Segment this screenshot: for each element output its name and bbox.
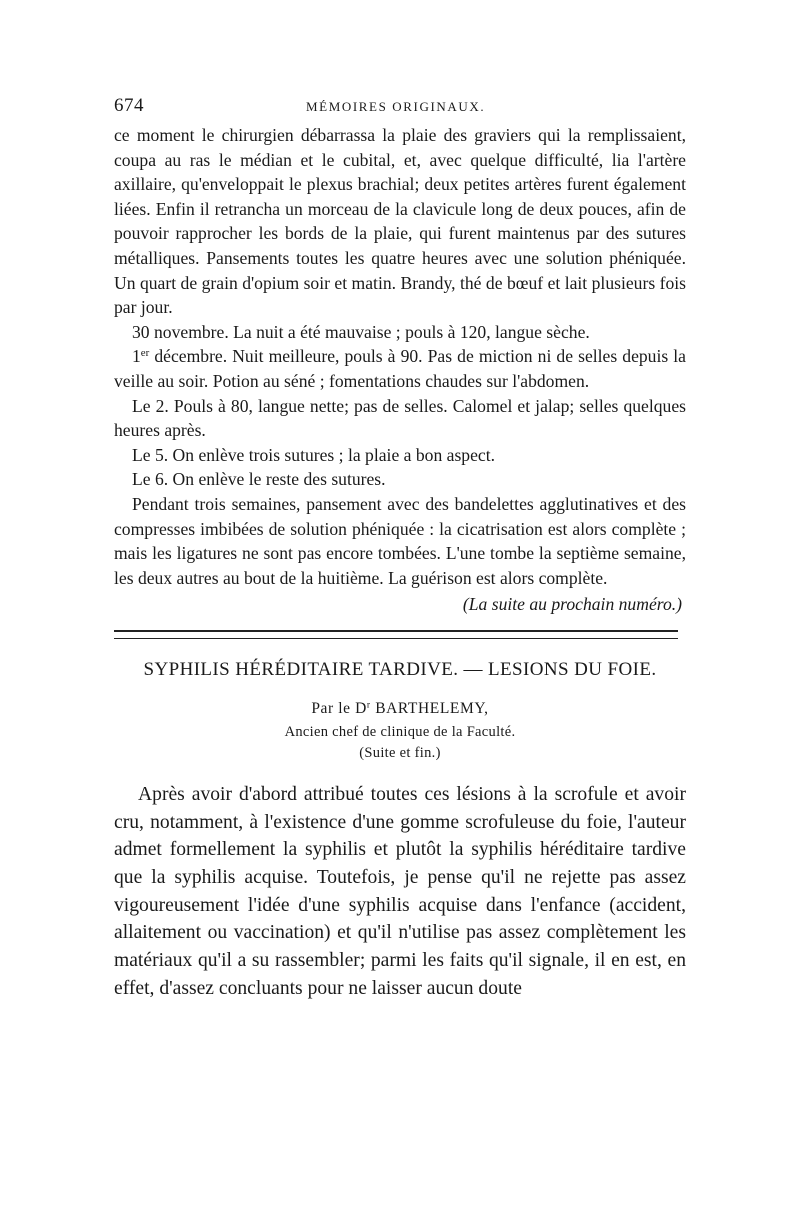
author-name: BARTHELEMY,: [370, 699, 489, 717]
continuation-note: (La suite au prochain numéro.): [462, 594, 682, 615]
byline-sup: r: [366, 699, 371, 711]
suite-note: (Suite et fin.): [359, 744, 441, 761]
page-number: 674: [114, 95, 144, 116]
previous-article-text: [114, 123, 686, 590]
article-title: SYPHILIS HÉRÉDITAIRE TARDIVE. — LESIONS DU FOIE.: [143, 658, 657, 680]
paragraph: Le 5. On enlève trois sutures ; la plaie a bon aspect.: [132, 444, 495, 465]
paragraph: Pendant trois semaines, pansement avec des bandelettes agglutinatives et des compresses imbibées de solution phéniquée : la cicatrisation est alors complète ; mais les ligatures ne sont pas encore tombées. L'une tombe la septième semaine, les deux autres au bout de la huitième. La guérison est alors complète.: [114, 493, 686, 588]
paragraph: ce moment le chirurgien débarrassa la plaie des graviers qui la remplissaient, coupa au ras le médian et le cubital, et, avec quelque difficulté, lia l'artère axillaire, qu'enveloppait le plexus brachial; deux petites artères furent également liées. Enfin il retrancha un morceau de la clavicule long de deux pouces, afin de pouvoir rapprocher les bords de la plaie, qui furent maintenus par des sutures métalliques. Pansements toutes les quatre heures avec une solution phéniquée. Un quart de grain d'opium soir et matin. Brandy, thé de bœuf et lait plusieurs fois par jour.: [114, 125, 686, 318]
paragraph: 30 novembre. La nuit a été mauvaise ; pouls à 120, langue sèche.: [132, 321, 590, 342]
book-page: [114, 95, 686, 1003]
ordinal-suffix: er: [140, 347, 150, 360]
paragraph: [114, 344, 686, 393]
paragraph-text: décembre. Nuit meilleure, pouls à 90. Pas de miction ni de selles depuis la veille au soir. Potion au séné ; fomentations chaudes sur l'abdomen.: [114, 346, 686, 391]
section-divider: [114, 630, 678, 639]
paragraph: Le 6. On enlève le reste des sutures.: [132, 469, 386, 490]
running-head: [114, 95, 686, 123]
paragraph: Après avoir d'abord attribué toutes ces lésions à la scrofule et avoir cru, notamment, à l'existence d'une gomme scrofuleuse du foie, l'auteur admet formellement la syphilis et plutôt la syphilis héréditaire tardive que la syphilis acquise. Toutefois, je pense qu'il ne rejette pas assez vigoureusement l'idée d'une syphilis acquise dans l'enfance (accident, allaitement ou vaccination) et qu'il n'utilise pas assez complètement les matériaux qu'il a su rassembler; parmi les faits qu'il signale, il en est, en effet, d'assez concluants pour ne laisser aucun doute: [114, 783, 686, 999]
paragraph: Le 2. Pouls à 80, langue nette; pas de selles. Calomel et jalap; selles quelques heures après.: [114, 395, 686, 441]
article-body: [114, 781, 686, 1003]
byline: [114, 700, 686, 718]
byline-prefix: Par le D: [311, 699, 367, 717]
date-day: 1: [132, 346, 141, 367]
author-affiliation: Ancien chef de clinique de la Faculté.: [284, 723, 516, 740]
running-title: MÉMOIRES ORIGINAUX.: [306, 99, 486, 114]
